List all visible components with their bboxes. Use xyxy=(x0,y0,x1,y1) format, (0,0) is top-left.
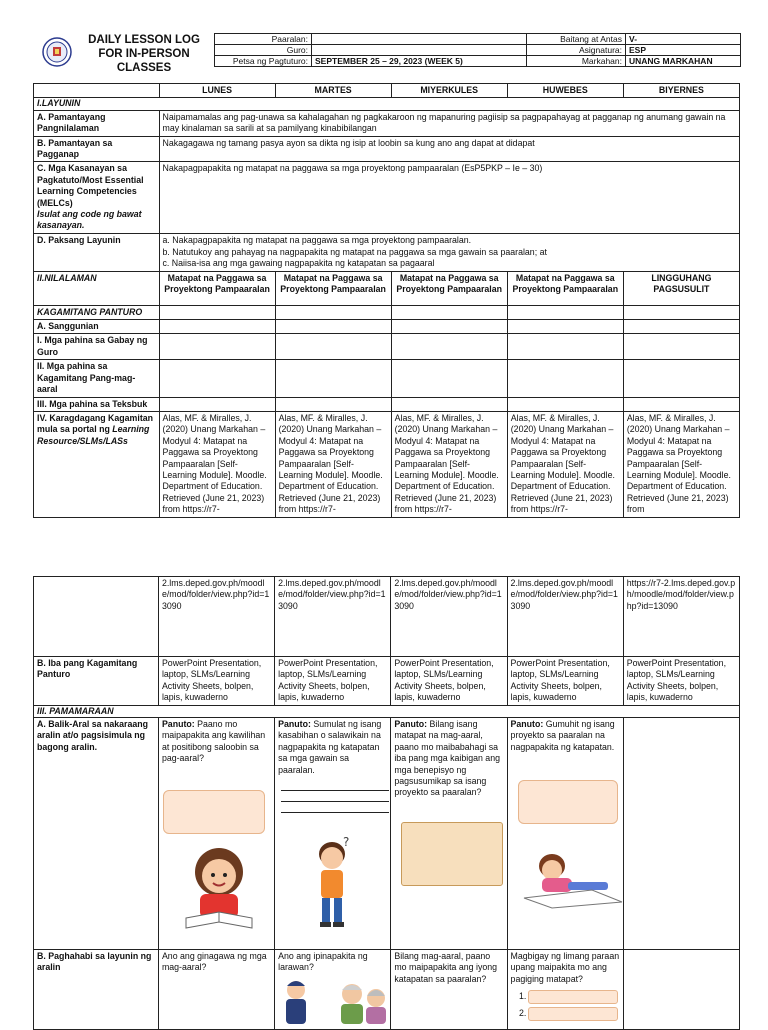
gabay-label: I. Mga pahina sa Gabay ng Guro xyxy=(34,334,160,360)
guro-label: Guro: xyxy=(215,45,312,56)
paaralan-label: Paaralan: xyxy=(215,34,312,45)
lesson-log-table xyxy=(33,83,740,518)
thinking-boy-illustration xyxy=(310,832,358,932)
svg-text:?: ? xyxy=(343,835,350,849)
balik-aral-biyernes xyxy=(623,718,739,950)
paksang-layunin-item: c. Naiisa-isa ang mga gawaing nagpapakita ng katapatan sa pagaaral xyxy=(162,258,435,269)
topic-biyernes: LINGGUHANG PAGSUSULIT xyxy=(623,271,739,305)
petsa-value: SEPTEMBER 25 – 29, 2023 (WEEK 5) xyxy=(312,56,527,67)
balik-aral-label: A. Balik-Aral sa nakaraang aralin at/o pagsisimula ng bagong aralin. xyxy=(34,718,159,950)
asignatura-label: Asignatura: xyxy=(527,45,626,56)
url-huwebes: 2.lms.deped.gov.ph/moodle/mod/folder/view.php?id=13090 xyxy=(507,577,623,657)
ref-miyerkules: Alas, MF. & Miralles, J. (2020) Unang Markahan – Modyul 4: Matapat na Paggawa sa Proyektong Pampaaralan [Self-Learning Module]. Moodle. Department of Education. Retrieved (June 21, 2023) from https://r7- xyxy=(391,411,507,517)
header-info-table xyxy=(214,33,741,67)
iba-pang-kagamitan-label: B. Iba pang Kagamitang Panturo xyxy=(34,657,159,706)
paksang-layunin-cell xyxy=(159,234,739,271)
markahan-value: UNANG MARKAHAN xyxy=(626,56,741,67)
kasanayan-label: C. Mga Kasanayan sa Pagkatuto/Most Essential Learning Competencies (MELCs) xyxy=(37,163,144,208)
day-header-huwebes: HUWEBES xyxy=(507,84,623,98)
karagdagang-label: IV. Karagdagang Kagamitan mula sa portal ng xyxy=(37,412,154,435)
day-header-martes: MARTES xyxy=(275,84,391,98)
paaralan-value xyxy=(312,34,527,45)
kasanayan-note: Isulat ang code ng bawat kasanayan. xyxy=(37,209,142,231)
karagdagang-label-cell xyxy=(34,411,160,517)
writing-line xyxy=(281,801,389,802)
pamantayan-sa-pagganap-label: B. Pamantayan sa Pagganap xyxy=(34,136,160,162)
iba-biyernes: PowerPoint Presentation, laptop, SLMs/Learning Activity Sheets, bolpen, lapis, kuwaderno xyxy=(623,657,739,706)
paghahabi-lunes: Ano ang ginagawa ng mga mag-aaral? xyxy=(158,950,274,1030)
iba-martes: PowerPoint Presentation, laptop, SLMs/Learning Activity Sheets, bolpen, lapis, kuwaderno xyxy=(275,657,391,706)
pamantayang-pangnilalaman-label: A. Pamantayang Pangnilalaman xyxy=(34,110,160,136)
kagamitang-heading: KAGAMITANG PANTURO xyxy=(34,305,160,319)
markahan-label: Markahan: xyxy=(527,56,626,67)
day-header-lunes: LUNES xyxy=(159,84,275,98)
answer-blank xyxy=(528,990,618,1004)
topic-lunes: Matapat na Paggawa sa Proyektong Pampaaralan xyxy=(159,271,275,305)
pamamaraan-heading: III. PAMAMARAAN xyxy=(34,705,740,717)
girl-drawing-illustration xyxy=(522,850,626,910)
kagamitang-pang-mag-aaral-label: II. Mga pahina sa Kagamitang Pang-mag-aaral xyxy=(34,360,160,397)
day-header-biyernes: BIYERNES xyxy=(623,84,739,98)
family-illustration xyxy=(278,978,394,1024)
url-lunes: 2.lms.deped.gov.ph/moodle/mod/folder/view.php?id=13090 xyxy=(158,577,274,657)
karagdagang-label-italic: Learning Resource/SLMs/LASs xyxy=(37,424,150,446)
topic-miyerkules: Matapat na Paggawa sa Proyektong Pampaaralan xyxy=(391,271,507,305)
balik-aral-text: Sumulat ng isang kasabihan o salawikain na nagpapakita ng katapatan sa mga gawain sa paaralan. xyxy=(278,719,382,775)
ref-huwebes: Alas, MF. & Miralles, J. (2020) Unang Markahan – Modyul 4: Matapat na Paggawa sa Proyektong Pampaaralan [Self-Learning Module]. Moodle. Department of Education. Retrieved (June 21, 2023) from https://r7- xyxy=(507,411,623,517)
baitang-label: Baitang at Antas xyxy=(527,34,626,45)
url-martes: 2.lms.deped.gov.ph/moodle/mod/folder/view.php?id=13090 xyxy=(275,577,391,657)
paghahabi-huwebes: Magbigay ng limang paraan upang maipakita mo ang pagiging matapat? xyxy=(507,950,623,1030)
balik-aral-text: Paano mo maipapakita ang kawilihan at positibong saloobin sa pag-aaral? xyxy=(161,719,266,764)
baitang-value: V- xyxy=(626,34,741,45)
iba-miyerkules: PowerPoint Presentation, laptop, SLMs/Learning Activity Sheets, bolpen, lapis, kuwaderno xyxy=(391,657,507,706)
document-title: DAILY LESSON LOG FOR IN-PERSON CLASSES xyxy=(88,34,200,74)
url-miyerkules: 2.lms.deped.gov.ph/moodle/mod/folder/view.php?id=13090 xyxy=(391,577,507,657)
nilalaman-heading: II.NILALAMAN xyxy=(34,271,160,305)
answer-note-box xyxy=(518,780,618,824)
sanggunian-label: A. Sanggunian xyxy=(34,320,160,334)
panuto-label: Panuto: xyxy=(161,719,195,730)
iba-lunes: PowerPoint Presentation, laptop, SLMs/Learning Activity Sheets, bolpen, lapis, kuwaderno xyxy=(158,657,274,706)
girl-reading-illustration xyxy=(178,842,260,934)
deped-seal-logo xyxy=(42,37,72,67)
list-number: 2. xyxy=(519,1008,527,1018)
topic-huwebes: Matapat na Paggawa sa Proyektong Pampaaralan xyxy=(507,271,623,305)
writing-line xyxy=(281,790,389,791)
paksang-layunin-label: D. Paksang Layunin xyxy=(34,234,160,271)
answer-blank xyxy=(528,1007,618,1021)
corner-cell xyxy=(34,84,160,98)
day-header-miyerkules: MIYERKULES xyxy=(391,84,507,98)
iba-huwebes: PowerPoint Presentation, laptop, SLMs/Learning Activity Sheets, bolpen, lapis, kuwaderno xyxy=(507,657,623,706)
pamantayang-pangnilalaman-text: Naipamamalas ang pag-unawa sa kahalagahan ng pagkakaroon ng mapanuring pagiisip sa pagpapahayag at pagganap ng anumang gawain na may kinalaman sa sarili at sa pamilyang kinabibilangan xyxy=(159,110,739,136)
balik-aral-text: Bilang isang matapat na mag-aaral, paano mo maibabahagi sa iba pang mga kaibigan ang mga benepisyo ng pagsusumikap sa isang proyekto sa paaralan? xyxy=(394,719,500,798)
panuto-label: Panuto: xyxy=(278,719,311,730)
panuto-label: Panuto: xyxy=(510,719,544,730)
paghahabi-miyerkules: Bilang mag-aaral, paano mo maipapakita ang iyong katapatan sa paaralan? xyxy=(391,950,507,1030)
ref-biyernes: Alas, MF. & Miralles, J. (2020) Unang Markahan – Modyul 4: Matapat na Paggawa sa Proyektong Pampaaralan [Self-Learning Module]. Moodle. Department of Education. Retrieved (June 21, 2023) from xyxy=(623,411,739,517)
ref-martes: Alas, MF. & Miralles, J. (2020) Unang Markahan – Modyul 4: Matapat na Paggawa sa Proyektong Pampaaralan [Self-Learning Module]. Moodle. Department of Education. Retrieved (June 21, 2023) from https://r7- xyxy=(275,411,391,517)
writing-line xyxy=(281,812,389,813)
paksang-layunin-item: a. Nakapagpapakita ng matapat na paggawa sa mga proyektong pampaaralan. xyxy=(162,235,472,246)
balik-aral-text: Gumuhit ng isang proyekto sa paaralan na nagpapakita ng katapatan. xyxy=(510,719,615,752)
asignatura-value: ESP xyxy=(626,45,741,56)
ref-lunes: Alas, MF. & Miralles, J. (2020) Unang Markahan – Modyul 4: Matapat na Paggawa sa Proyektong Pampaaralan [Self-Learning Module]. Moodle. Department of Education. Retrieved (June 21, 2023) from https://r7- xyxy=(159,411,275,517)
list-number: 1. xyxy=(519,991,527,1001)
kasanayan-label-cell xyxy=(34,162,160,234)
paghahabi-biyernes xyxy=(623,950,739,1030)
kasanayan-text: Nakapagpapakita ng matapat na paggawa sa mga proyektong pampaaralan (EsP5PKP – Ie – 30) xyxy=(159,162,739,234)
petsa-label: Petsa ng Pagtuturo: xyxy=(215,56,312,67)
guro-value xyxy=(312,45,527,56)
answer-note-box xyxy=(163,790,265,834)
paghahabi-label: B. Paghahabi sa layunin ng aralin xyxy=(34,950,159,1030)
balik-aral-huwebes xyxy=(507,718,623,950)
topic-martes: Matapat na Paggawa sa Proyektong Pampaaralan xyxy=(275,271,391,305)
pamantayan-sa-pagganap-text: Nakagagawa ng tamang pasya ayon sa dikta ng isip at loobin sa kung ano ang dapat at didapat xyxy=(159,136,739,162)
paghahabi-martes: Ano ang ipinapakita ng larawan? xyxy=(275,950,391,1030)
lesson-log-table-continued xyxy=(33,576,740,1030)
url-biyernes: https://r7-2.lms.deped.gov.ph/moodle/mod/folder/view.php?id=13090 xyxy=(623,577,739,657)
layunin-heading: I.LAYUNIN xyxy=(34,98,740,110)
teksbuk-label: III. Mga pahina sa Teksbuk xyxy=(34,397,160,411)
paksang-layunin-item: b. Natutukoy ang pahayag na nagpapakita ng matapat na paggawa sa mga gawain sa paaralan; at xyxy=(162,246,547,257)
panuto-label: Panuto: xyxy=(394,719,428,730)
paper-scroll-illustration xyxy=(401,822,503,886)
